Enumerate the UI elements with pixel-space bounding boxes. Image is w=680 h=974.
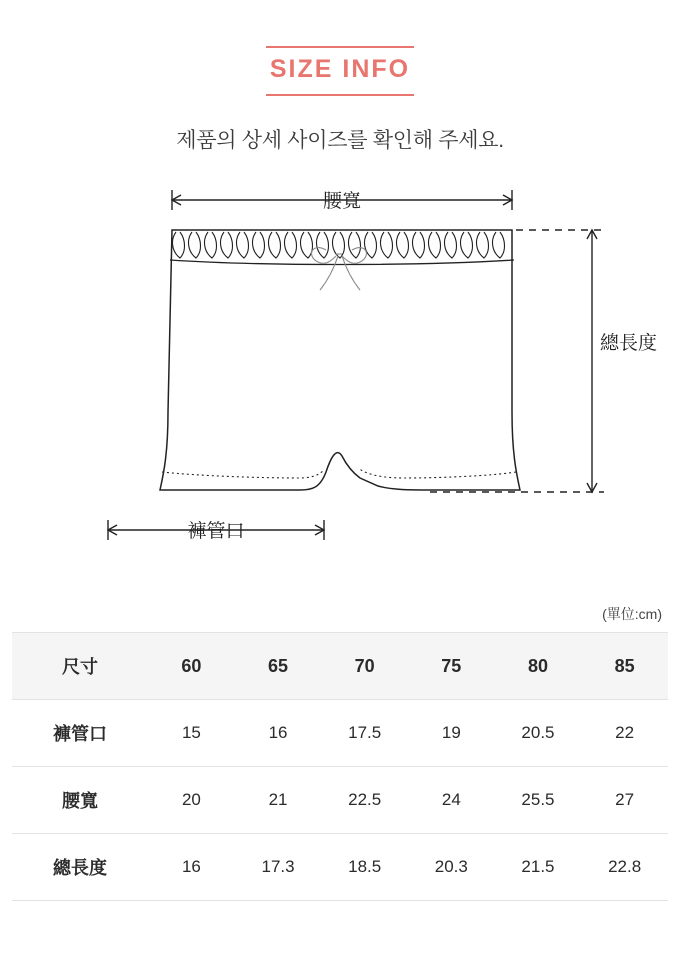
table-cell: 21 xyxy=(235,767,322,834)
table-cell: 20 xyxy=(148,767,235,834)
table-cell: 16 xyxy=(235,700,322,767)
table-header-row xyxy=(12,633,668,700)
diagram-label-waist: 腰寬 xyxy=(322,191,362,212)
table-cell: 17.5 xyxy=(321,700,408,767)
row-label: 總長度 xyxy=(12,834,148,901)
shorts-measurement-diagram xyxy=(0,172,680,602)
table-cell: 19 xyxy=(408,700,495,767)
table-cell: 24 xyxy=(408,767,495,834)
table-cell: 27 xyxy=(581,767,668,834)
page-title: SIZE INFO xyxy=(266,46,414,96)
table-cell: 22.8 xyxy=(581,834,668,901)
table-cell: 20.3 xyxy=(408,834,495,901)
diagram-label-total-length: 總長度 xyxy=(600,333,658,354)
table-cell: 16 xyxy=(148,834,235,901)
table-header-cell: 尺寸 xyxy=(12,633,148,700)
size-table-wrapper xyxy=(0,632,680,901)
table-header-cell: 85 xyxy=(581,633,668,700)
page-subtitle: 제품의 상세 사이즈를 확인해 주세요. xyxy=(176,129,504,152)
size-table-body xyxy=(12,700,668,901)
table-header-cell: 60 xyxy=(148,633,235,700)
table-row xyxy=(12,767,668,834)
diagram-label-leg-opening: 褲管口 xyxy=(187,521,245,542)
table-cell: 20.5 xyxy=(495,700,582,767)
table-header-cell: 80 xyxy=(495,633,582,700)
table-cell: 18.5 xyxy=(321,834,408,901)
table-cell: 21.5 xyxy=(495,834,582,901)
table-row xyxy=(12,834,668,901)
table-cell: 22.5 xyxy=(321,767,408,834)
size-table-head xyxy=(12,633,668,700)
table-row xyxy=(12,700,668,767)
row-label: 腰寬 xyxy=(12,767,148,834)
header xyxy=(0,0,680,154)
row-label: 褲管口 xyxy=(12,700,148,767)
table-cell: 25.5 xyxy=(495,767,582,834)
size-table xyxy=(12,632,668,901)
unit-note: (單位:cm) xyxy=(602,606,662,622)
table-header-cell: 70 xyxy=(321,633,408,700)
table-header-cell: 75 xyxy=(408,633,495,700)
table-cell: 15 xyxy=(148,700,235,767)
table-header-cell: 65 xyxy=(235,633,322,700)
table-cell: 22 xyxy=(581,700,668,767)
table-cell: 17.3 xyxy=(235,834,322,901)
